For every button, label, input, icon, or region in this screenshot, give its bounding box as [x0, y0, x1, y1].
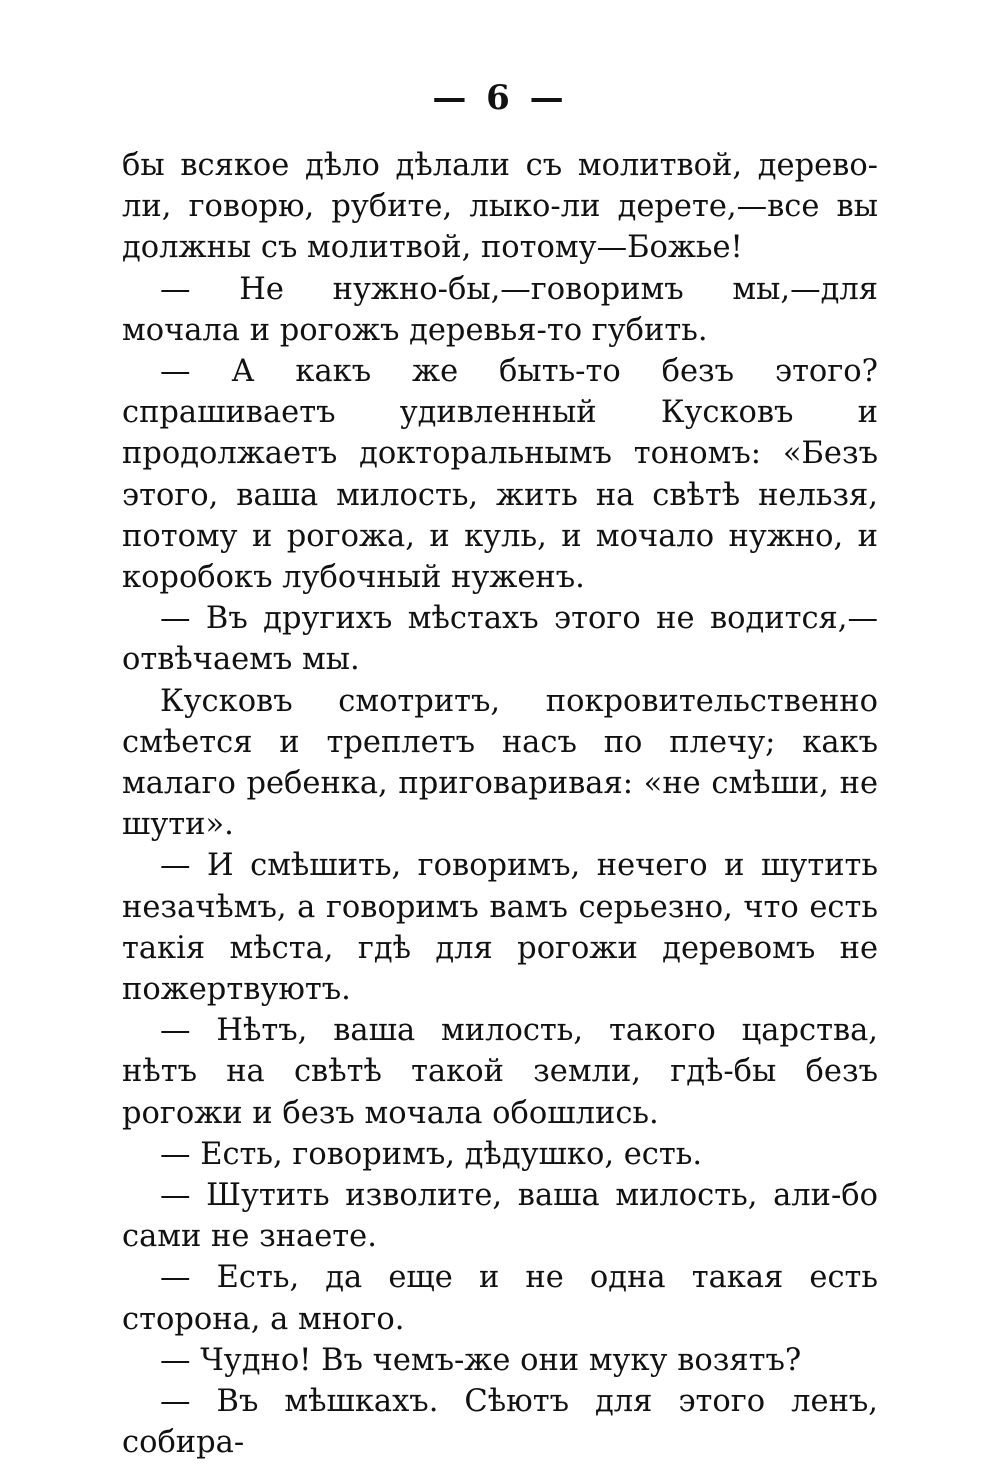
paragraph: — Чудно! Въ чемъ-же они муку возятъ?: [160, 1342, 802, 1378]
paragraph: — Въ другихъ мѣстахъ этого не водится,—отвѣчаемъ мы.: [122, 601, 878, 678]
paragraph: — Въ мѣшкахъ. Сѣютъ для этого ленъ, собира-: [122, 1384, 878, 1461]
paragraph: бы всякое дѣло дѣлали съ молитвой, дерево-ли, говорю, рубите, лыко-ли дерете,—все вы должны съ молитвой, потому—Божье!: [122, 148, 878, 266]
paragraph: — Не нужно-бы,—говоримъ мы,—для мочала и рогожъ деревья-то губить.: [122, 271, 878, 348]
page-number: — 6 —: [432, 78, 568, 118]
paragraph: Кусковъ смотритъ, покровительственно смѣется и треплетъ насъ по плечу; какъ малаго ребенка, приговаривая: «не смѣши, не шути».: [122, 683, 878, 843]
paragraph: — Есть, говоримъ, дѣдушко, есть.: [160, 1136, 703, 1172]
paragraph: — И смѣшить, говоримъ, нечего и шутить незачѣмъ, а говоримъ вамъ серьезно, что есть такія мѣста, гдѣ для рогожи деревомъ не пожертвуютъ.: [122, 848, 878, 1008]
paragraph: — Нѣтъ, ваша милость, такого царства, нѣтъ на свѣтѣ такой земли, гдѣ-бы безъ рогожи и безъ мочала обошлись.: [122, 1013, 878, 1131]
paragraph: — Шутить изволите, ваша милость, али-бо сами не знаете.: [122, 1178, 878, 1255]
page-body: [122, 145, 878, 1464]
paragraph: — Есть, да еще и не одна такая есть сторона, а много.: [122, 1260, 878, 1337]
paragraph: — А какъ же быть-то безъ этого? спрашиваетъ удивленный Кусковъ и продолжаетъ докторальнымъ тономъ: «Безъ этого, ваша милость, жить на свѣтѣ нельзя, потому и рогожа, и куль, и мочало нужно, и коробокъ лубочный нуженъ.: [122, 354, 878, 596]
